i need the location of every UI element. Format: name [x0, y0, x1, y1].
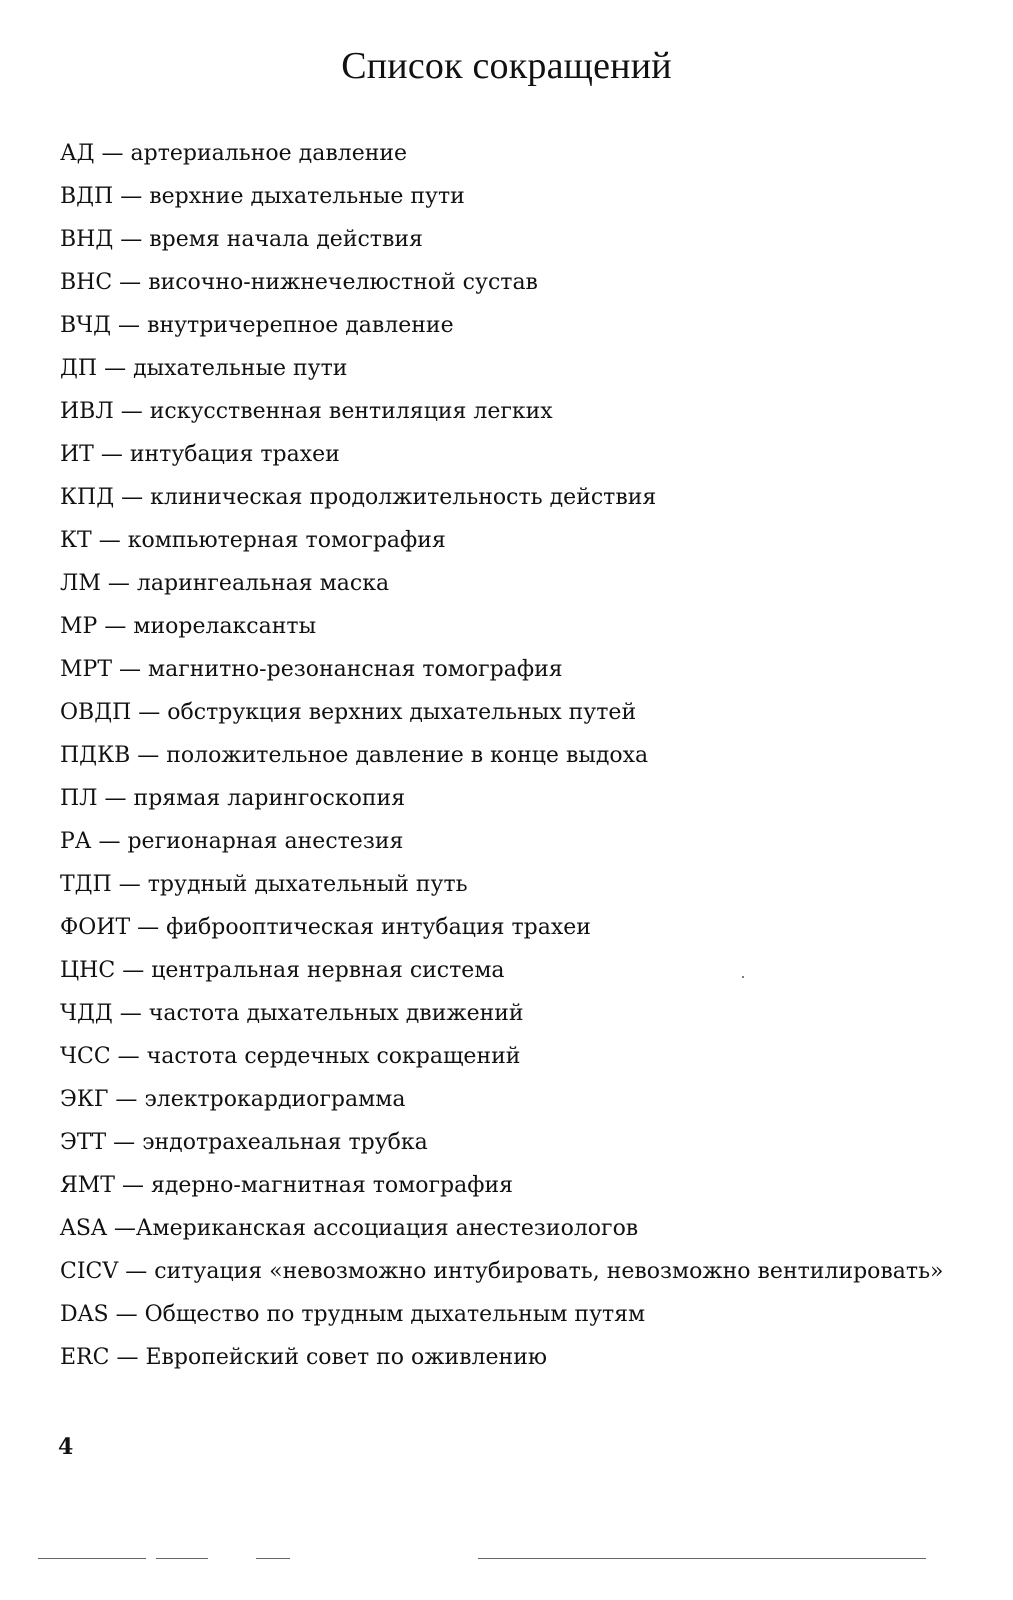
dash-separator: — — [97, 614, 134, 639]
definition: ларингеальная маска — [136, 571, 390, 596]
abbreviation: РА — [60, 829, 92, 854]
definition: внутричерепное давление — [147, 313, 454, 338]
definition: искусственная вентиляция легких — [149, 399, 553, 424]
list-item — [60, 1340, 990, 1383]
dash-separator: — — [110, 1044, 147, 1069]
definition: трудный дыхательный путь — [147, 872, 468, 897]
dash-separator: — — [108, 1302, 145, 1327]
abbreviation: ПДКВ — [60, 743, 131, 768]
footer-rule-segment — [478, 1558, 926, 1559]
dash-separator: — — [100, 571, 137, 596]
definition: височно-нижнечелюстной сустав — [148, 270, 538, 295]
scan-speck — [742, 976, 744, 978]
page-title: Список сокращений — [341, 45, 672, 87]
abbreviation: АД — [60, 141, 95, 166]
list-item — [60, 609, 990, 652]
footer-rule-segment — [38, 1558, 146, 1559]
list-item — [60, 136, 990, 179]
list-item — [60, 1211, 990, 1254]
definition: фиброоптическая интубация трахеи — [166, 915, 591, 940]
abbreviation: ВНД — [60, 227, 114, 252]
abbreviation: ЧСС — [60, 1044, 111, 1069]
dash-separator: — — [130, 915, 167, 940]
dash-separator: — — [111, 872, 148, 897]
abbreviation: МР — [60, 614, 98, 639]
abbreviation: ИВЛ — [60, 399, 114, 424]
definition: Европейский совет по оживлению — [145, 1345, 548, 1370]
abbreviation: ERC — [60, 1345, 110, 1370]
list-item — [60, 1039, 990, 1082]
dash-separator: — — [93, 442, 130, 467]
list-item — [60, 351, 990, 394]
list-item — [60, 996, 990, 1039]
definition: Общество по трудным дыхательным путям — [144, 1302, 646, 1327]
abbreviation: ЭТТ — [60, 1130, 107, 1155]
definition: регионарная анестезия — [127, 829, 404, 854]
abbreviation: КТ — [60, 528, 92, 553]
list-item — [60, 480, 990, 523]
footer-rule-segment — [156, 1558, 208, 1559]
abbreviation: МРТ — [60, 657, 113, 682]
list-item — [60, 738, 990, 781]
definition: клиническая продолжительность действия — [150, 485, 657, 510]
dash-separator: — — [112, 270, 149, 295]
list-item — [60, 910, 990, 953]
abbreviation: ИТ — [60, 442, 94, 467]
list-item — [60, 308, 990, 351]
dash-separator: — — [97, 356, 134, 381]
abbreviation: КПД — [60, 485, 115, 510]
abbreviation: ВДП — [60, 184, 114, 209]
definition: ситуация «невозможно интубировать, невозможно вентилировать» — [154, 1259, 944, 1284]
list-item — [60, 566, 990, 609]
list-item — [60, 824, 990, 867]
dash-separator: — — [115, 958, 152, 983]
list-item — [60, 1082, 990, 1125]
definition: интубация трахеи — [129, 442, 340, 467]
definition: время начала действия — [149, 227, 423, 252]
dash-separator: — — [113, 399, 150, 424]
dash-separator: — — [111, 313, 148, 338]
abbreviation: ASA — [60, 1216, 107, 1241]
list-item — [60, 523, 990, 566]
definition: Американская ассоциация анестезиологов — [135, 1216, 639, 1241]
definition: миорелаксанты — [133, 614, 317, 639]
list-item — [60, 222, 990, 265]
abbreviation: DAS — [60, 1302, 109, 1327]
dash-separator: — — [106, 1216, 136, 1241]
list-item — [60, 1297, 990, 1340]
dash-separator: — — [91, 829, 128, 854]
list-item — [60, 437, 990, 480]
list-item — [60, 1125, 990, 1168]
abbreviation: ФОИТ — [60, 915, 131, 940]
list-item — [60, 265, 990, 308]
dash-separator: — — [114, 485, 151, 510]
list-item — [60, 781, 990, 824]
dash-separator: — — [94, 141, 131, 166]
abbreviation: ЧДД — [60, 1001, 113, 1026]
definition: артериальное давление — [130, 141, 408, 166]
definition: компьютерная томография — [127, 528, 446, 553]
definition: дыхательные пути — [133, 356, 348, 381]
abbreviation: ЭКГ — [60, 1087, 109, 1112]
abbreviation: ЦНС — [60, 958, 116, 983]
definition: электрокардиограмма — [144, 1087, 406, 1112]
definition: частота дыхательных движений — [148, 1001, 524, 1026]
abbreviation: ПЛ — [60, 786, 98, 811]
dash-separator: — — [112, 1001, 149, 1026]
list-item — [60, 695, 990, 738]
page-number: 4 — [58, 1434, 74, 1460]
dash-separator: — — [130, 743, 167, 768]
definition: обструкция верхних дыхательных путей — [167, 700, 637, 725]
dash-separator: — — [109, 1345, 146, 1370]
dash-separator: — — [113, 184, 150, 209]
abbreviation: ЯМТ — [60, 1173, 115, 1198]
dash-separator: — — [108, 1087, 145, 1112]
list-item — [60, 1254, 990, 1297]
abbreviation-list — [60, 136, 990, 1383]
list-item — [60, 179, 990, 222]
list-item — [60, 394, 990, 437]
list-item — [60, 953, 990, 996]
dash-separator: — — [118, 1259, 155, 1284]
definition: магнитно-резонансная томография — [148, 657, 563, 682]
definition: положительное давление в конце выдоха — [166, 743, 649, 768]
dash-separator: — — [97, 786, 134, 811]
abbreviation: ТДП — [60, 872, 112, 897]
dash-separator: — — [112, 657, 149, 682]
abbreviation: ВНС — [60, 270, 113, 295]
dash-separator: — — [114, 1173, 151, 1198]
definition: ядерно-магнитная томография — [150, 1173, 514, 1198]
definition: верхние дыхательные пути — [149, 184, 465, 209]
abbreviation: CICV — [60, 1259, 119, 1284]
list-item — [60, 652, 990, 695]
abbreviation: ОВДП — [60, 700, 132, 725]
abbreviation: ЛМ — [60, 571, 101, 596]
list-item — [60, 867, 990, 910]
dash-separator: — — [106, 1130, 143, 1155]
definition: прямая ларингоскопия — [133, 786, 406, 811]
definition: эндотрахеальная трубка — [142, 1130, 428, 1155]
dash-separator: — — [91, 528, 128, 553]
dash-separator: — — [113, 227, 150, 252]
abbreviation: ДП — [60, 356, 98, 381]
list-item — [60, 1168, 990, 1211]
definition: частота сердечных сокращений — [146, 1044, 521, 1069]
dash-separator: — — [131, 700, 168, 725]
footer-rule-segment — [256, 1558, 290, 1559]
definition: центральная нервная система — [151, 958, 505, 983]
abbreviation: ВЧД — [60, 313, 112, 338]
